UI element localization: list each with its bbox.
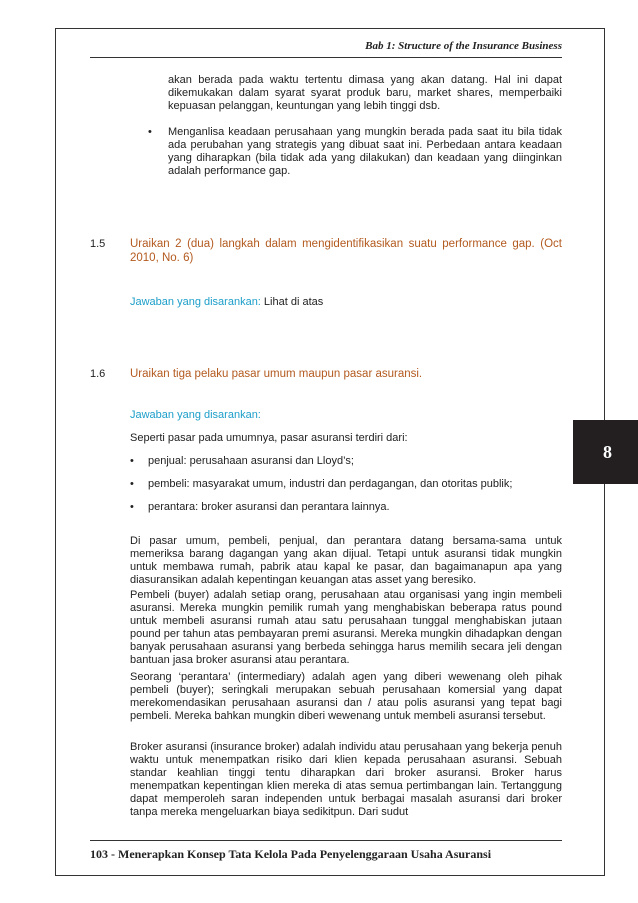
- body-paragraph: Broker asuransi (insurance broker) adalah individu atau perusahaan yang bekerja penuh waktu untuk menempatkan risiko dari klien kepada perusahaan asuransi. Sebuah standar keahlian tinggi tentu diharapkan dari broker asuransi. Broker harus menempatkan kepentingan klien mereka di atas semua pertimbangan lain. Tertanggung dapat memperoleh saran independen untuk berbagai masalah asuransi dari broker tanpa mereka mengeluarkan biaya sedikitpun. Dari sudut: [130, 741, 562, 818]
- body-paragraph: Di pasar umum, pembeli, penjual, dan perantara datang bersama-sama untuk memeriksa barang dagangan yang akan dijual. Tetapi untuk asuransi tidak mungkin untuk membawa rumah, pabrik atau kapal ke pasar, dan bagaimanapun apa yang diasuransikan adalah kepentingan keuangan atas asset yang beresiko.: [130, 535, 562, 586]
- bullet-symbol: •: [130, 455, 134, 467]
- answer-text: Lihat di atas: [260, 296, 324, 308]
- answer-line: [130, 296, 562, 309]
- body-paragraph: Pembeli (buyer) adalah setiap orang, perusahaan atau organisasi yang ingin membeli asuransi. Mereka mungkin pemilik rumah yang menghabiskan beberapa ratus pound untuk membeli asuransi rumah atau satu perusahaan tunggal menghabiskan jutaan pound per tahun atas pembayaran premi asuransi. Mereka mungkin dihadapkan dengan banyak perusahaan asuransi yang berbeda sehingga harus memilih secara jeli dengan bantuan jasa broker asuransi atau perantara.: [130, 589, 562, 666]
- bullet-symbol: •: [148, 126, 152, 138]
- page-footer: 103 - Menerapkan Konsep Tata Kelola Pada Penyelenggaraan Usaha Asuransi: [90, 847, 492, 861]
- bullet-text: penjual: perusahaan asuransi dan Lloyd’s;: [148, 455, 354, 467]
- question-text: Uraikan 2 (dua) langkah dalam mengidentifikasikan suatu performance gap. (Oct 2010, No. 6): [130, 238, 562, 264]
- footer-rule: [90, 840, 562, 841]
- question-number: 1.5: [90, 238, 106, 250]
- answer-label: Jawaban yang disarankan:: [130, 409, 261, 421]
- bullet-text: Menganlisa keadaan perusahaan yang mungkin berada pada saat itu bila tidak ada perubahan yang strategis yang dibuat saat ini. Perbedaan antara keadaan yang diharapkan (bila tidak ada yang dilakukan) dan keadaan yang diinginkan adalah performance gap.: [168, 126, 562, 177]
- answer-intro: Seperti pasar pada umumnya, pasar asuransi terdiri dari:: [130, 432, 408, 444]
- chapter-tab: 8: [573, 420, 638, 484]
- question-number: 1.6: [90, 368, 106, 380]
- answer-label: Jawaban yang disarankan:: [130, 296, 261, 308]
- body-paragraph: Seorang ‘perantara’ (intermediary) adalah agen yang diberi wewenang oleh pihak pembeli (buyer); seringkali merupakan sebuah perusahaan komersial yang dapat merekomendasikan perusahaan asuransi dan / atau polis asuransi yang tepat bagi pembeli. Mereka bahkan mungkin diberi wewenang untuk membeli asuransi tersebut.: [130, 671, 562, 722]
- bullet-text: perantara: broker asuransi dan perantara lainnya.: [148, 501, 390, 513]
- bullet-symbol: •: [130, 478, 134, 490]
- running-header: Bab 1: Structure of the Insurance Business: [365, 40, 562, 52]
- header-rule: [90, 57, 562, 58]
- question-text: Uraikan tiga pelaku pasar umum maupun pasar asuransi.: [130, 368, 423, 380]
- bullet-text: pembeli: masyarakat umum, industri dan perdagangan, dan otoritas publik;: [148, 478, 513, 490]
- continued-paragraph: akan berada pada waktu tertentu dimasa yang akan datang. Hal ini dapat dikemukakan dalam syarat syarat produk baru, market shares, memperbaiki kepuasan pelanggan, keuntungan yang lebih tinggi dsb.: [168, 74, 562, 112]
- bullet-symbol: •: [130, 501, 134, 513]
